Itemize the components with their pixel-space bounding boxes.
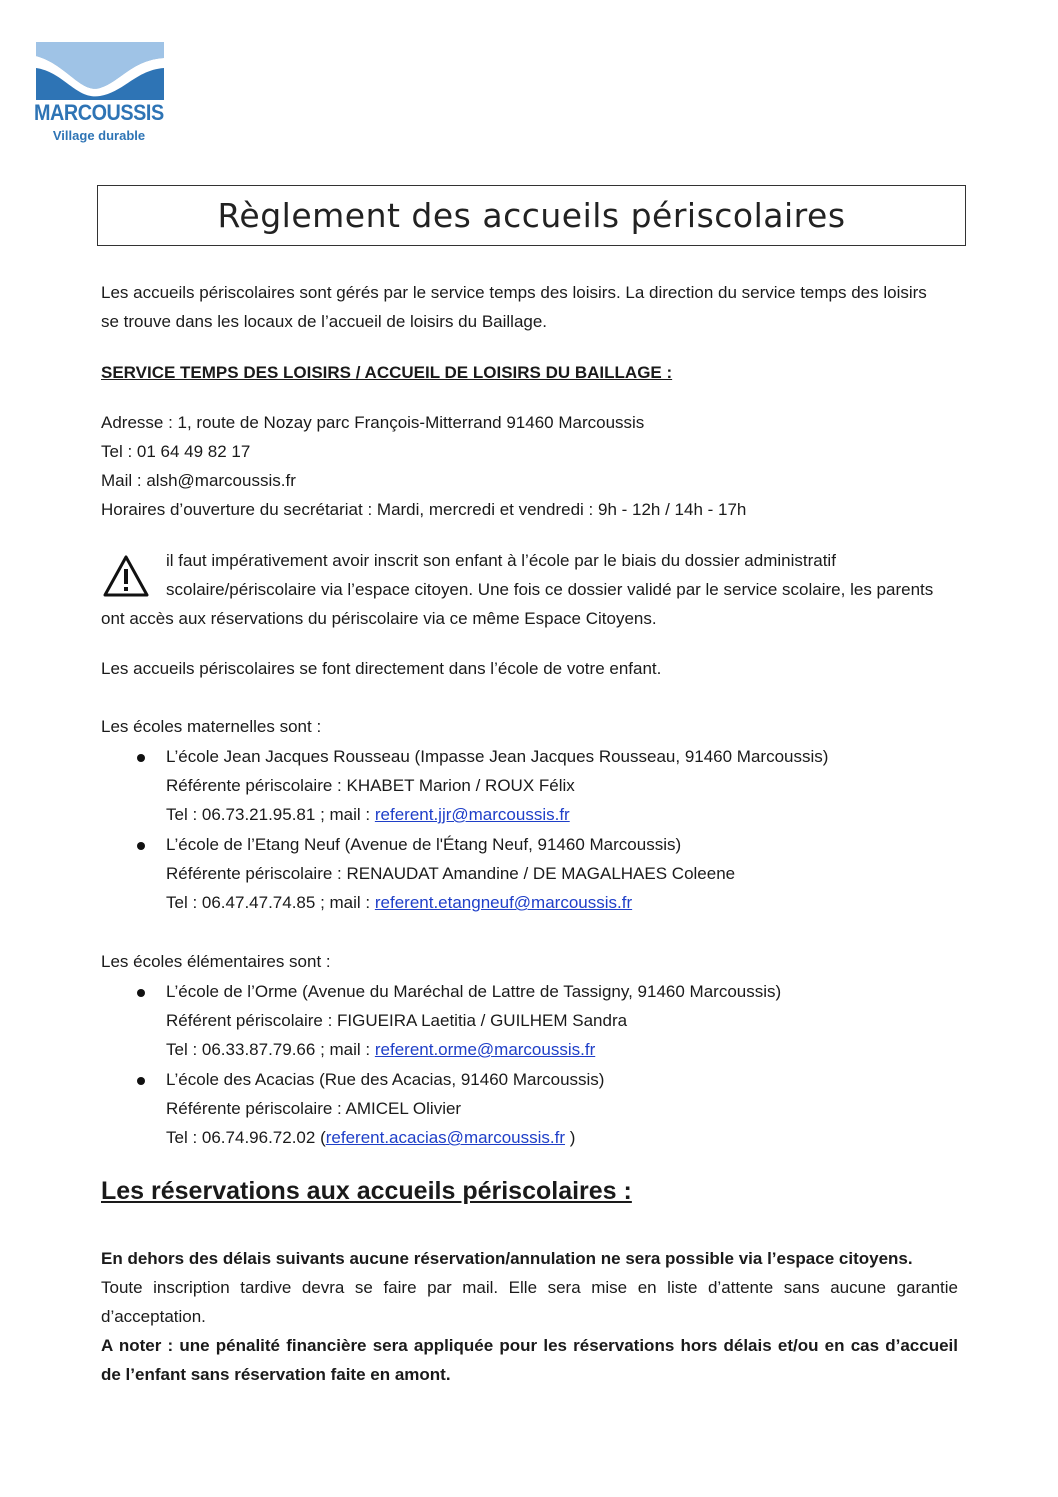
logo-tagline: Village durable [52, 128, 146, 143]
marcoussis-logo [34, 42, 166, 148]
intro-line-2: se trouve dans les locaux de l’accueil de loisirs du Baillage. [101, 312, 548, 331]
school-tel: Tel : 06.74.96.72.02 ( [166, 1128, 326, 1147]
bullet [137, 989, 145, 997]
warning-line-2: scolaire/périscolaire via l’espace citoyen. Une fois ce dossier validé par le service scolaire, les parents [166, 580, 934, 599]
school-referent: Référente périscolaire : AMICEL Olivier [166, 1099, 462, 1118]
school-name: L’école des Acacias (Rue des Acacias, 91460 Marcoussis) [166, 1070, 605, 1089]
school-referent: Référent périscolaire : FIGUEIRA Laetitia / GUILHEM Sandra [166, 1011, 628, 1030]
school-contact [166, 800, 1023, 829]
school-referent: Référente périscolaire : RENAUDAT Amandine / DE MAGALHAES Coleene [166, 864, 736, 883]
bullet [137, 1077, 145, 1085]
school-tel: Tel : 06.33.87.79.66 ; mail : [166, 1040, 375, 1059]
warning-line-3: ont accès aux réservations du périscolaire via ce même Espace Citoyens. [101, 609, 657, 628]
maternelles-heading: Les écoles maternelles sont : [101, 717, 322, 736]
service-tel: Tel : 01 64 49 82 17 [101, 442, 251, 461]
school-name: L’école de l’Orme (Avenue du Maréchal de Lattre de Tassigny, 91460 Marcoussis) [166, 982, 782, 1001]
school-name: L’école Jean Jacques Rousseau (Impasse Jean Jacques Rousseau, 91460 Marcoussis) [166, 747, 829, 766]
reservations-heading: Les réservations aux accueils périscolaires : [101, 1177, 632, 1205]
bullet [137, 754, 145, 762]
page-title: Règlement des accueils périscolaires [217, 196, 846, 235]
title-box [97, 185, 966, 246]
school-referent: Référente périscolaire : KHABET Marion / ROUX Félix [166, 776, 575, 795]
reservations-late-text: Toute inscription tardive devra se faire par mail. Elle sera mise en liste d’attente sans aucune garantie d’acceptation. [101, 1278, 958, 1326]
service-hours: Horaires d’ouverture du secrétariat : Mardi, mercredi et vendredi : 9h - 12h / 14h - 17h [101, 500, 747, 519]
wave-logo-icon [36, 42, 164, 100]
warning-triangle-icon [102, 554, 150, 598]
intro-line-1: Les accueils périscolaires sont gérés par le service temps des loisirs. La direction du service temps des loisirs [101, 283, 927, 302]
school-tel: Tel : 06.73.21.95.81 ; mail : [166, 805, 375, 824]
warning-line-1: il faut impérativement avoir inscrit son enfant à l’école par le biais du dossier administratif [166, 551, 836, 570]
reservations-note: A noter : une pénalité financière sera appliquée pour les réservations hors délais et/ou en cas d’accueil de l’enfant sans réservation faite en amont. [101, 1336, 958, 1384]
school-tel-suffix: ) [565, 1128, 576, 1147]
schools-note: Les accueils périscolaires se font directement dans l’école de votre enfant. [101, 659, 662, 678]
elementaires-heading: Les écoles élémentaires sont : [101, 952, 331, 971]
service-heading: SERVICE TEMPS DES LOISIRS / ACCUEIL DE LOISIRS DU BAILLAGE : [101, 363, 673, 382]
bullet [137, 842, 145, 850]
school-contact [166, 1035, 1023, 1064]
school-email-link[interactable]: referent.jjr@marcoussis.fr [374, 805, 570, 824]
school-email-link[interactable]: referent.etangneuf@marcoussis.fr [374, 893, 633, 912]
school-email-link[interactable]: referent.acacias@marcoussis.fr [325, 1128, 566, 1147]
school-tel: Tel : 06.47.47.74.85 ; mail : [166, 893, 375, 912]
school-contact [166, 1123, 1023, 1152]
school-email-link[interactable]: referent.orme@marcoussis.fr [374, 1040, 596, 1059]
service-mail: Mail : alsh@marcoussis.fr [101, 471, 296, 490]
logo-name: MARCOUSSIS [34, 100, 164, 125]
school-name: L’école de l’Etang Neuf (Avenue de l'Étang Neuf, 91460 Marcoussis) [166, 835, 682, 854]
reservations-bold-line: En dehors des délais suivants aucune réservation/annulation ne sera possible via l’espace citoyens. [101, 1249, 913, 1268]
school-contact [166, 888, 1023, 917]
service-address: Adresse : 1, route de Nozay parc François-Mitterrand 91460 Marcoussis [101, 413, 645, 432]
